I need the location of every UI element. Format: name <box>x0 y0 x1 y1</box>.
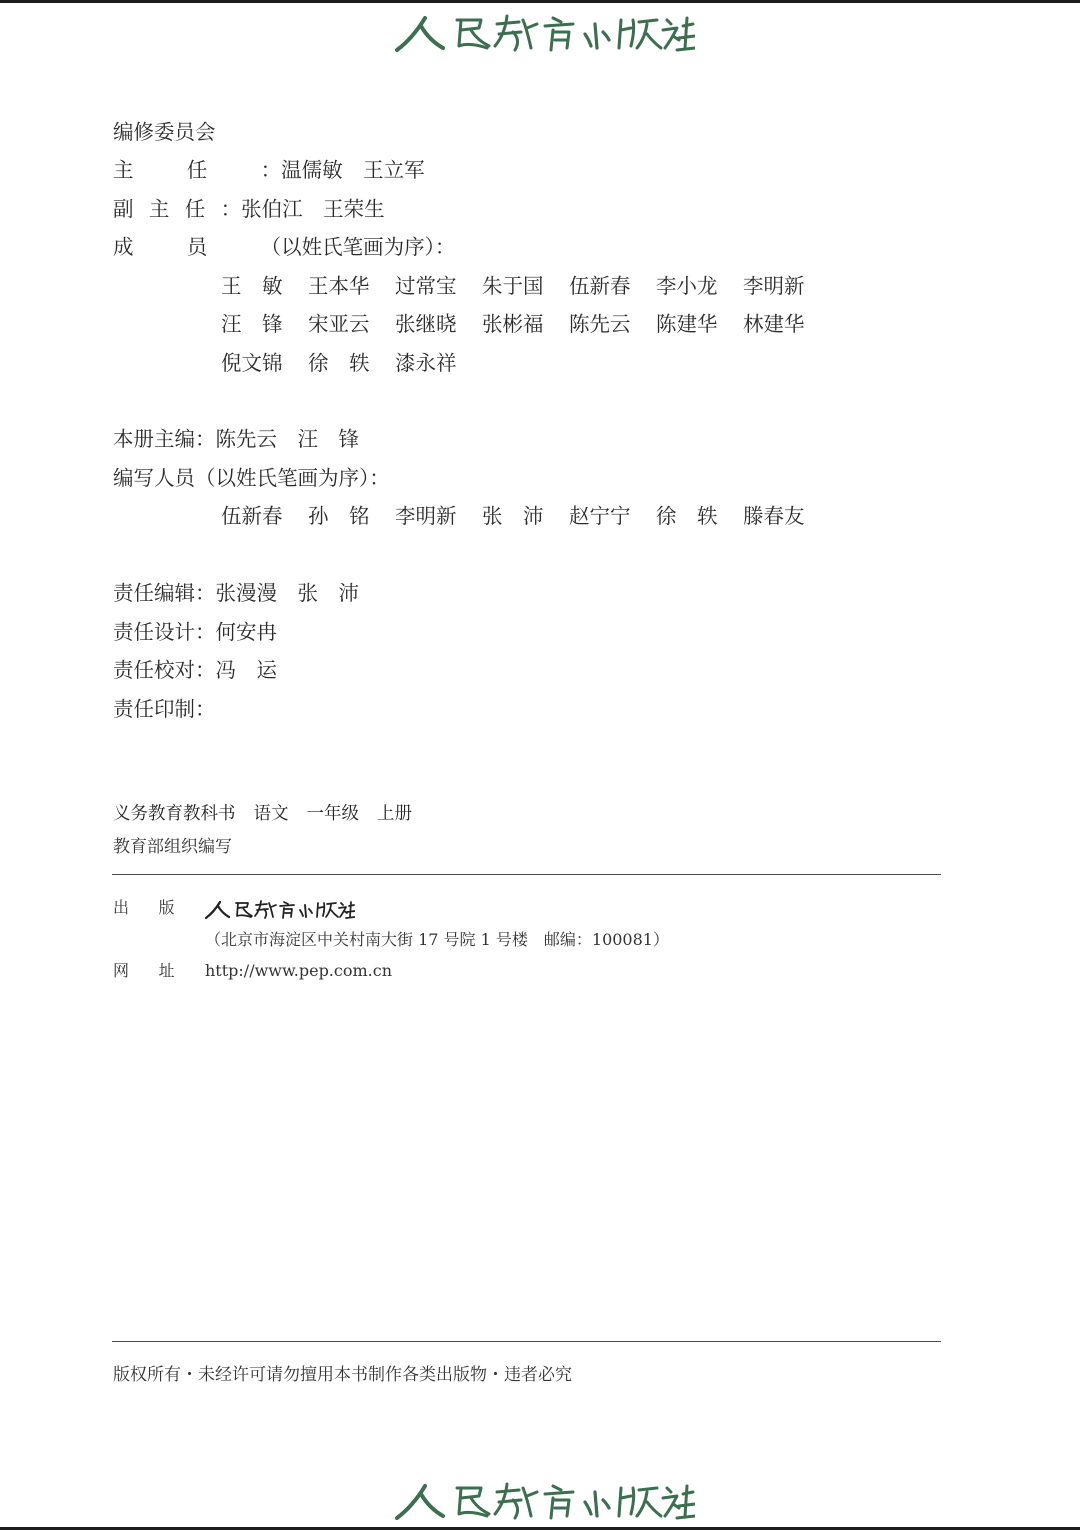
member-name: 张继晓 <box>395 312 457 336</box>
member-name: 李明新 <box>743 274 805 298</box>
book-subject: 语文 <box>253 804 289 824</box>
top-border <box>0 0 1080 3</box>
member-name: 汪 锋 <box>221 312 283 336</box>
member-name: 张彬福 <box>482 312 544 336</box>
publisher-logo-top <box>395 10 695 54</box>
member-name: 王本华 <box>308 274 370 298</box>
members-label: 成员 <box>113 235 261 259</box>
chief-editor-label: 本册主编： <box>113 427 216 451</box>
vice-director-row <box>113 193 385 231</box>
publisher-address: （北京市海淀区中关村南大街 17 号院 1 号楼 邮编：100081） <box>205 930 669 949</box>
members-note: （以姓氏笔画为序）： <box>260 235 456 259</box>
publisher-row <box>113 895 355 921</box>
members-list-row-3 <box>221 347 482 385</box>
director-label: 主任 <box>113 158 261 182</box>
director-row <box>113 154 425 192</box>
writer-name: 孙 铭 <box>308 504 370 528</box>
vice-director-colon: ： <box>220 197 242 221</box>
chief-editor-row <box>113 423 359 461</box>
responsible-proof-row <box>113 654 277 692</box>
publisher-logo-bottom <box>395 1478 695 1522</box>
writer-name: 张 沛 <box>482 504 544 528</box>
responsible-design-names: 何安冉 <box>215 620 277 644</box>
member-name: 宋亚云 <box>308 312 370 336</box>
responsible-design-row <box>113 616 277 654</box>
responsible-print-label: 责任印制： <box>113 697 216 721</box>
member-name: 徐 轶 <box>308 351 370 375</box>
website-label: 网址 <box>113 961 205 980</box>
writers-label-row <box>113 462 390 500</box>
compiled-by: 教育部组织编写 <box>113 837 232 857</box>
publisher-logo-small <box>205 897 355 921</box>
members-list-row-1 <box>221 270 830 308</box>
writer-name: 伍新春 <box>221 504 283 528</box>
member-name: 王 敏 <box>221 274 283 298</box>
book-grade: 一年级 <box>306 804 359 824</box>
publisher-label: 出版 <box>113 898 205 917</box>
members-row <box>113 231 455 269</box>
responsible-proof-names: 冯 运 <box>215 658 277 682</box>
responsible-proof-label: 责任校对： <box>113 658 216 682</box>
responsible-editor-names: 张漫漫 张 沛 <box>215 581 359 605</box>
book-title <box>113 800 430 825</box>
member-name: 陈先云 <box>569 312 631 336</box>
vice-director-label: 副主任 <box>113 197 221 221</box>
member-name: 过常宝 <box>395 274 457 298</box>
writer-name: 李明新 <box>395 504 457 528</box>
calligraphy-logo-icon <box>395 1478 695 1522</box>
writers-list-row <box>221 500 830 538</box>
responsible-design-label: 责任设计： <box>113 620 216 644</box>
responsible-editor-label: 责任编辑： <box>113 581 216 605</box>
copyright-notice: 版权所有・未经许可请勿擅用本书制作各类出版物・违者必究 <box>113 1365 572 1385</box>
director-names: 温儒敏 王立军 <box>281 158 425 182</box>
writers-label: 编写人员（以姓氏笔画为序）： <box>113 466 390 490</box>
website-url[interactable]: http://www.pep.com.cn <box>205 961 393 980</box>
member-name: 陈建华 <box>656 312 718 336</box>
director-colon: ： <box>260 158 282 182</box>
chief-editor-names: 陈先云 汪 锋 <box>215 427 359 451</box>
member-name: 倪文锦 <box>221 351 283 375</box>
calligraphy-logo-icon <box>205 897 355 921</box>
writer-name: 徐 轶 <box>656 504 718 528</box>
divider-line <box>112 874 941 875</box>
writer-name: 滕春友 <box>743 504 805 528</box>
calligraphy-logo-icon <box>395 10 695 54</box>
book-volume: 上册 <box>377 804 412 824</box>
divider-line <box>112 1341 941 1342</box>
responsible-print-row <box>113 693 216 731</box>
book-series: 义务教育教科书 <box>113 804 236 824</box>
member-name: 伍新春 <box>569 274 631 298</box>
committee-title: 编修委员会 <box>113 120 216 144</box>
member-name: 朱于国 <box>482 274 544 298</box>
member-name: 林建华 <box>743 312 805 336</box>
member-name: 李小龙 <box>656 274 718 298</box>
member-name: 漆永祥 <box>395 351 457 375</box>
responsible-editor-row <box>113 577 359 615</box>
vice-director-names: 张伯江 王荣生 <box>241 197 385 221</box>
members-list-row-2 <box>221 308 830 346</box>
website-row <box>113 958 392 981</box>
writer-name: 赵宁宁 <box>569 504 631 528</box>
